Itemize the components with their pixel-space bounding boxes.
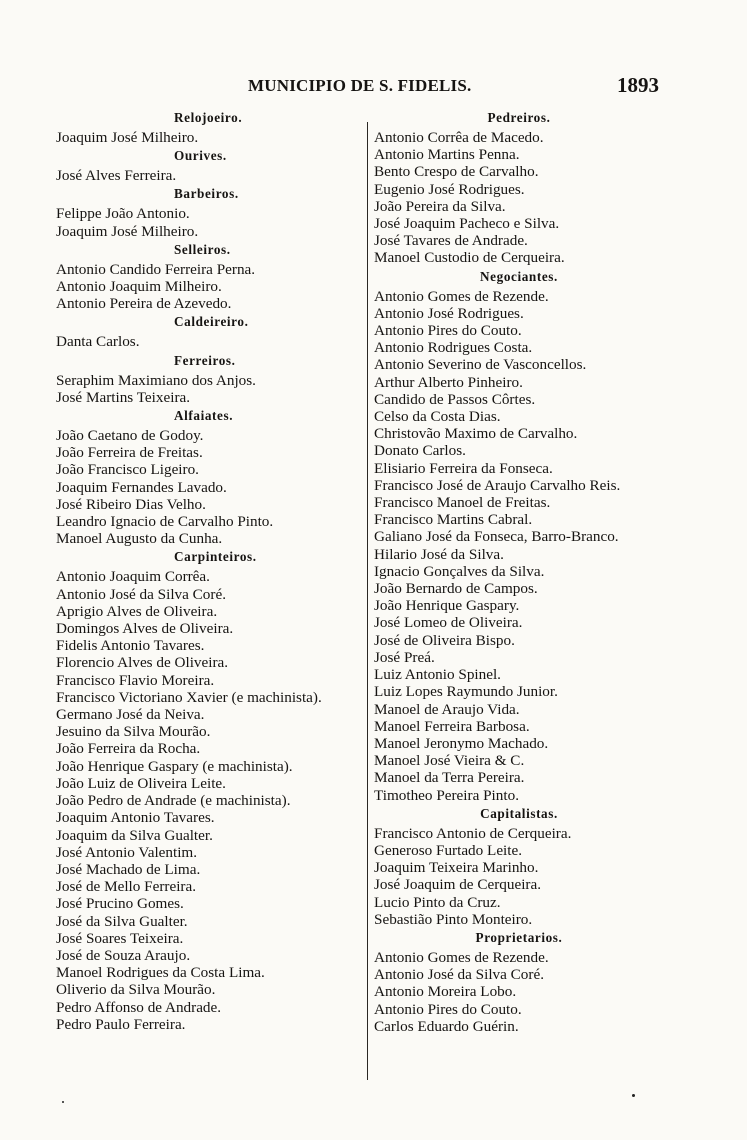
directory-entry: Candido de Passos Côrtes.: [374, 390, 536, 408]
directory-entry: José Tavares de Andrade.: [374, 232, 528, 250]
directory-section: [56, 241, 376, 313]
directory-entry: Antonio Martins Penna.: [374, 146, 520, 164]
directory-entry: João Henrique Gaspary.: [374, 597, 520, 615]
section-heading: Relojoeiro.: [174, 110, 243, 125]
section-heading: Alfaiates.: [174, 408, 234, 424]
directory-entry: Francisco Flavio Moreira.: [56, 671, 215, 689]
page-header: [0, 70, 747, 100]
directory-entry: Leandro Ignacio de Carvalho Pinto.: [56, 513, 274, 531]
section-heading: Selleiros.: [174, 241, 231, 257]
directory-entry: José de Mello Ferreira.: [56, 878, 197, 896]
entry-list: [374, 288, 674, 804]
directory-entry: Domingos Alves de Oliveira.: [56, 620, 234, 638]
directory-entry: Florencio Alves de Oliveira.: [56, 654, 229, 672]
directory-entry: Francisco Victoriano Xavier (e machinista).: [56, 688, 322, 706]
entry-list: [374, 129, 674, 267]
directory-entry: Antonio Gomes de Rezende.: [374, 287, 549, 305]
directory-entry: Elisiario Ferreira da Fonseca.: [374, 459, 553, 477]
directory-entry: Antonio Pereira de Azevedo.: [56, 295, 232, 313]
section-heading: Capitalistas.: [480, 805, 558, 821]
right-column: [374, 108, 674, 1035]
directory-entry: Lucio Pinto da Cruz.: [374, 893, 501, 911]
directory-entry: Donato Carlos.: [374, 442, 466, 460]
directory-entry: Danta Carlos.: [56, 333, 140, 351]
directory-entry: Antonio Candido Ferreira Perna.: [56, 260, 256, 278]
directory-entry: Generoso Furtado Leite.: [374, 841, 523, 859]
directory-section: [374, 929, 674, 1035]
directory-entry: Christovão Maximo de Carvalho.: [374, 425, 578, 443]
directory-section: [374, 268, 674, 804]
section-heading: Negociantes.: [480, 268, 558, 284]
directory-entry: José Machado de Lima.: [56, 860, 201, 878]
directory-entry: Joaquim da Silva Gualter.: [56, 826, 213, 844]
directory-entry: Galiano José da Fonseca, Barro-Branco.: [374, 528, 619, 546]
directory-entry: Oliverio da Silva Mourão.: [56, 981, 216, 999]
section-heading: Ourives.: [174, 148, 227, 164]
directory-entry: Joaquim Teixeira Marinho.: [374, 859, 539, 877]
entry-list: [56, 427, 376, 547]
directory-entry: Antonio Corrêa de Macedo.: [374, 129, 544, 146]
directory-entry: Antonio Gomes de Rezende.: [374, 948, 549, 966]
directory-entry: Antonio Rodrigues Costa.: [374, 339, 533, 357]
directory-entry: José Preá.: [374, 648, 435, 666]
directory-entry: Arthur Alberto Pinheiro.: [374, 373, 523, 391]
directory-section: [56, 147, 376, 184]
entry-list: [56, 333, 376, 350]
entry-list: [56, 167, 376, 184]
directory-entry: Francisco Martins Cabral.: [374, 511, 533, 529]
directory-entry: Fidelis Antonio Tavares.: [56, 637, 205, 655]
left-column: [56, 108, 376, 1033]
directory-entry: Felippe João Antonio.: [56, 205, 190, 223]
directory-entry: Manoel de Araujo Vida.: [374, 700, 520, 718]
section-heading: Carpinteiros.: [174, 549, 257, 565]
directory-entry: José Antonio Valentim.: [56, 843, 198, 861]
directory-section: [56, 548, 376, 1032]
directory-entry: José da Silva Gualter.: [56, 912, 188, 930]
directory-entry: Antonio José da Silva Coré.: [374, 966, 544, 984]
directory-section: [56, 352, 376, 406]
directory-entry: Joaquim José Milheiro.: [56, 222, 199, 240]
directory-entry: Bento Crespo de Carvalho.: [374, 163, 539, 181]
directory-entry: Celso da Costa Dias.: [374, 408, 501, 426]
directory-entry: Carlos Eduardo Guérin.: [374, 1017, 519, 1035]
directory-entry: Francisco José de Araujo Carvalho Reis.: [374, 476, 621, 494]
directory-entry: Pedro Paulo Ferreira.: [56, 1015, 186, 1033]
directory-entry: Francisco Manoel de Freitas.: [374, 494, 551, 512]
directory-entry: Antonio Joaquim Corrêa.: [56, 568, 210, 586]
directory-entry: Antonio Severino de Vasconcellos.: [374, 356, 587, 374]
directory-entry: José Soares Teixeira.: [56, 929, 184, 947]
directory-entry: Aprigio Alves de Oliveira.: [56, 602, 218, 620]
directory-entry: João Caetano de Godoy.: [56, 427, 204, 445]
directory-entry: Ignacio Gonçalves da Silva.: [374, 562, 545, 580]
directory-entry: Manoel Ferreira Barbosa.: [374, 717, 530, 735]
page-number: 1893: [617, 73, 659, 97]
directory-entry: Joaquim José Milheiro.: [56, 129, 199, 146]
directory-entry: Hilario José da Silva.: [374, 545, 504, 563]
section-heading: Ferreiros.: [174, 352, 236, 368]
running-title: MUNICIPIO DE S. FIDELIS.: [248, 76, 472, 95]
entry-list: [56, 261, 376, 313]
directory-entry: João Francisco Ligeiro.: [56, 461, 199, 479]
directory-entry: João Bernardo de Campos.: [374, 580, 538, 598]
directory-section: [56, 109, 376, 146]
directory-entry: Antonio José da Silva Coré.: [56, 585, 226, 603]
directory-entry: José Prucino Gomes.: [56, 895, 184, 913]
section-heading: Barbeiros.: [174, 186, 239, 202]
directory-entry: Pedro Affonso de Andrade.: [56, 998, 222, 1016]
directory-entry: Antonio Joaquim Milheiro.: [56, 278, 222, 296]
directory-entry: Timotheo Pereira Pinto.: [374, 786, 519, 804]
directory-entry: Sebastião Pinto Monteiro.: [374, 910, 533, 928]
directory-entry: José de Souza Araujo.: [56, 946, 191, 964]
entry-list: [56, 568, 376, 1032]
directory-entry: Manoel Jeronymo Machado.: [374, 734, 549, 752]
directory-entry: Antonio José Rodrigues.: [374, 304, 524, 322]
entry-list: [374, 949, 674, 1035]
directory-entry: João Henrique Gaspary (e machinista).: [56, 757, 293, 775]
directory-entry: Luiz Antonio Spinel.: [374, 666, 501, 684]
directory-entry: José Lomeo de Oliveira.: [374, 614, 523, 632]
directory-entry: Joaquim Antonio Tavares.: [56, 809, 215, 827]
directory-entry: Antonio Moreira Lobo.: [374, 983, 517, 1001]
directory-entry: João Luiz de Oliveira Leite.: [56, 774, 226, 792]
section-heading: Proprietarios.: [475, 929, 563, 945]
directory-entry: José Alves Ferreira.: [56, 167, 177, 185]
directory-entry: Manoel da Terra Pereira.: [374, 769, 525, 787]
print-speck: [632, 1094, 635, 1097]
directory-entry: José Joaquim de Cerqueira.: [374, 876, 542, 894]
directory-entry: José de Oliveira Bispo.: [374, 631, 515, 649]
directory-entry: Joaquim Fernandes Lavado.: [56, 478, 227, 496]
directory-entry: Seraphim Maximiano dos Anjos.: [56, 371, 256, 389]
directory-entry: Manoel Augusto da Cunha.: [56, 530, 223, 548]
directory-entry: José Martins Teixeira.: [56, 388, 191, 406]
directory-entry: Luiz Lopes Raymundo Junior.: [374, 683, 558, 701]
entry-list: [56, 129, 376, 146]
directory-entry: Manoel Custodio de Cerqueira.: [374, 249, 565, 267]
directory-entry: João Ferreira da Rocha.: [56, 740, 201, 758]
directory-entry: Francisco Antonio de Cerqueira.: [374, 824, 572, 842]
directory-entry: José Joaquim Pacheco e Silva.: [374, 215, 560, 233]
directory-entry: José Ribeiro Dias Velho.: [56, 495, 206, 513]
directory-entry: João Ferreira de Freitas.: [56, 444, 203, 462]
section-heading: Caldeireiro.: [174, 314, 249, 330]
directory-section: [56, 313, 376, 350]
directory-entry: João Pereira da Silva.: [374, 197, 506, 215]
entry-list: [56, 372, 376, 406]
directory-entry: Jesuino da Silva Mourão.: [56, 723, 211, 741]
directory-section: [56, 407, 376, 547]
directory-entry: Antonio Pires do Couto.: [374, 1000, 522, 1018]
directory-section: [374, 805, 674, 928]
directory-entry: João Pedro de Andrade (e machinista).: [56, 792, 291, 810]
section-heading: Pedreiros.: [487, 110, 551, 125]
entry-list: [374, 825, 674, 928]
print-speck: [62, 1101, 64, 1103]
directory-section: [374, 109, 674, 267]
directory-entry: Germano José da Neiva.: [56, 706, 205, 724]
entry-list: [56, 205, 376, 239]
directory-entry: Antonio Pires do Couto.: [374, 322, 522, 340]
directory-section: [56, 185, 376, 239]
directory-entry: Manoel Rodrigues da Costa Lima.: [56, 964, 265, 982]
directory-entry: Eugenio José Rodrigues.: [374, 180, 525, 198]
directory-entry: Manoel José Vieira & C.: [374, 752, 525, 770]
